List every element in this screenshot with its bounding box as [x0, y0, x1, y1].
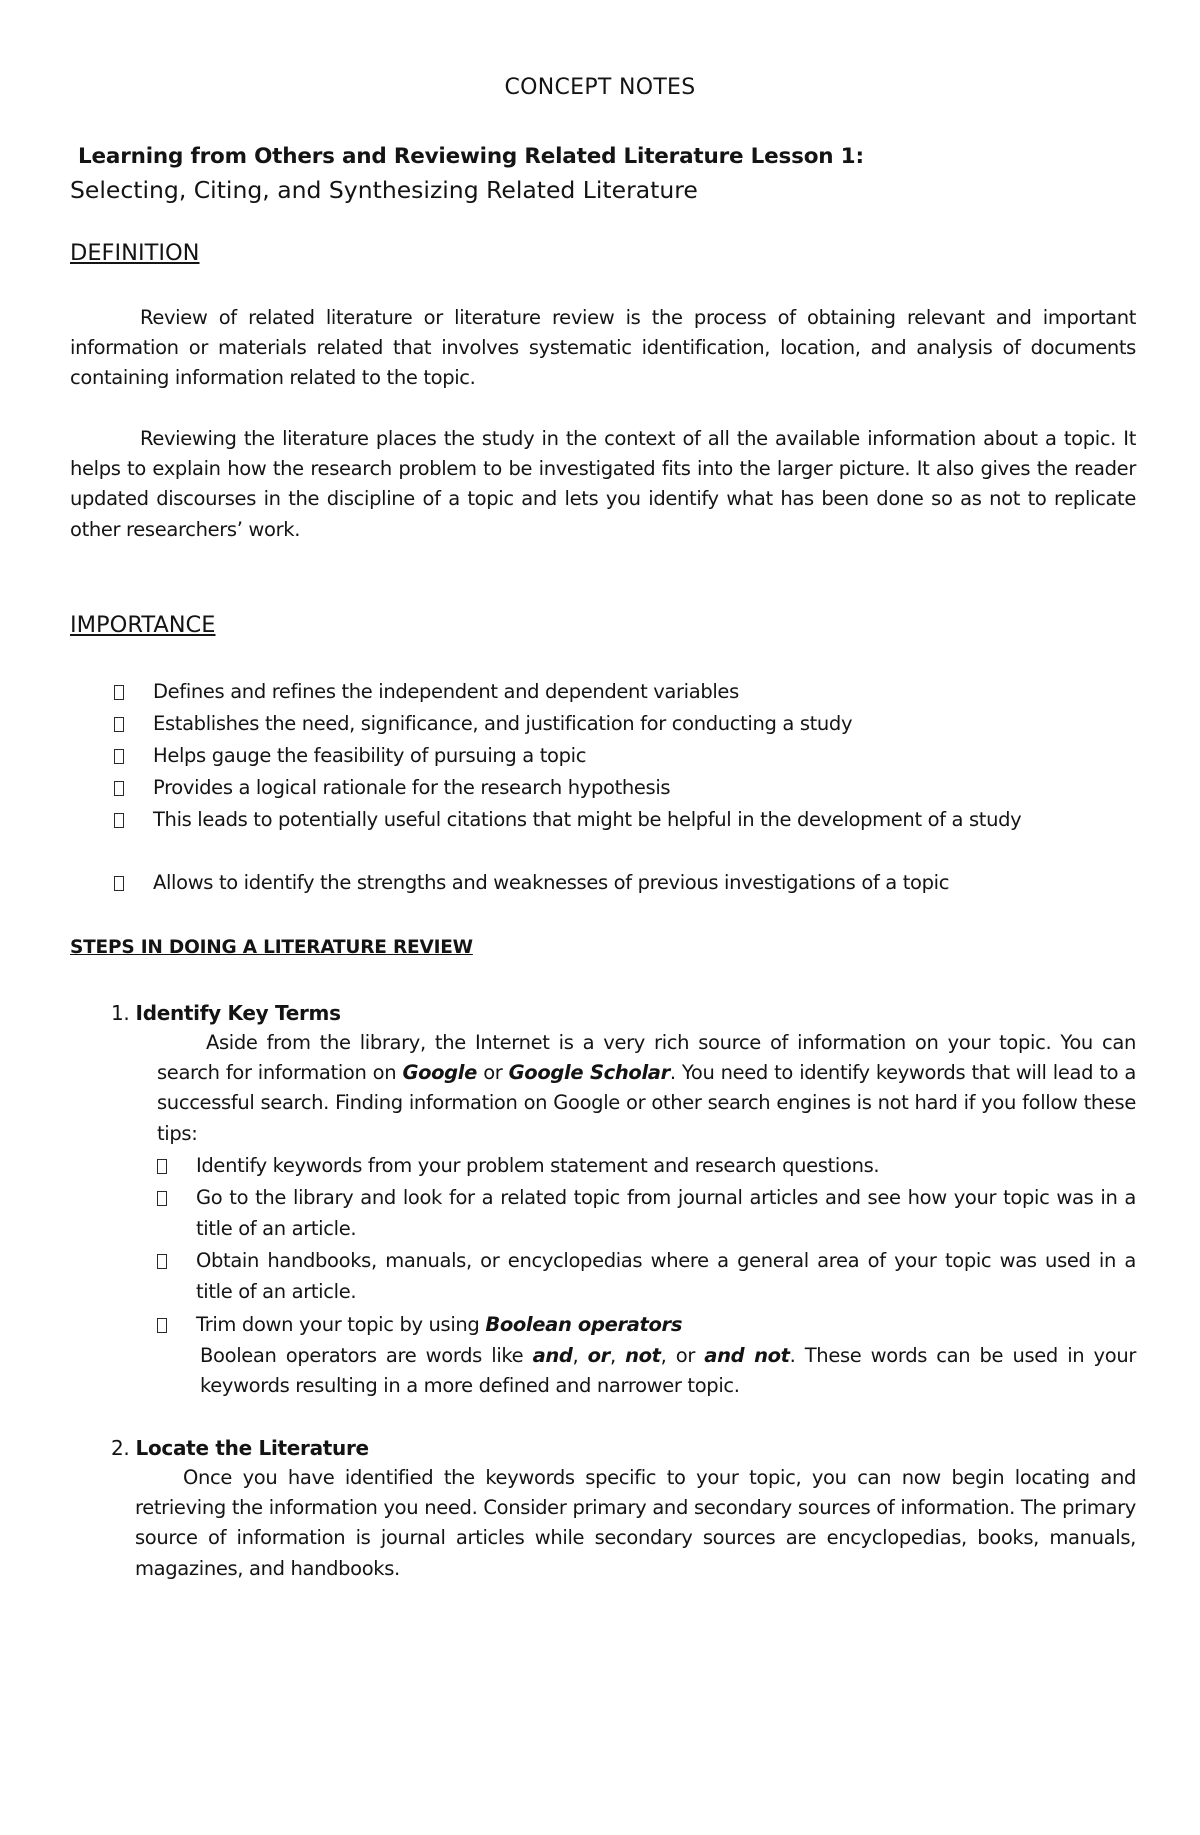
steps-heading: STEPS IN DOING A LITERATURE REVIEW: [70, 937, 473, 958]
definition-paragraph-2: Reviewing the literature places the study in the context of all the available information about a topic. It helps to explain how the research problem to be investigated fits into the larger picture. It also gives the reader updated discourses in the discipline of a topic and lets you identify what has been done so as not to replicate other researchers’ work.: [70, 427, 1136, 541]
list-item: This leads to potentially useful citations that might be helpful in the development of a study: [153, 805, 1136, 836]
step-1-intro: Aside from the library, the Internet is a very rich source of information on your topic. You can search for information on Google or Google Scholar. You need to identify keywords that will lead to a successful search. Finding information on Google or other search engines is not hard if you follow these tips:: [157, 1031, 1136, 1145]
definition-paragraph-1: Review of related literature or literature review is the process of obtaining relevant and important information or materials related that involves systematic identification, location, and analysis of documents containing information related to the topic.: [70, 306, 1136, 390]
bullet-icon: [157, 1254, 167, 1269]
boolean-explanation: Boolean operators are words like and, or, not, or and not. These words can be used in your keywords resulting in a more defined and narrower topic.: [200, 1344, 1137, 1398]
bullet-icon: [114, 749, 124, 764]
list-item: Provides a logical rationale for the research hypothesis: [153, 773, 1143, 804]
list-item: Establishes the need, significance, and justification for conducting a study: [153, 709, 1143, 740]
step-1-heading: [111, 998, 341, 1028]
bullet-icon: [114, 685, 124, 700]
bullet-icon: [157, 1191, 167, 1206]
list-item: Defines and refines the independent and dependent variables: [153, 677, 1143, 708]
list-item: Allows to identify the strengths and weaknesses of previous investigations of a topic: [153, 868, 1143, 899]
step-title: Locate the Literature: [135, 1436, 369, 1460]
bullet-icon: [157, 1159, 167, 1174]
step-title: Identify Key Terms: [135, 1001, 341, 1025]
list-item: Go to the library and look for a related topic from journal articles and see how your topic was in a title of an article.: [196, 1183, 1136, 1244]
definition-heading: DEFINITION: [70, 240, 200, 266]
lesson-subtitle: Selecting, Citing, and Synthesizing Related Literature: [70, 176, 698, 204]
step-2-heading: [111, 1433, 369, 1463]
bullet-icon: [114, 717, 124, 732]
step-number: 2.: [111, 1436, 130, 1460]
bullet-icon: [114, 813, 124, 828]
step-2-text: Once you have identified the keywords specific to your topic, you can now begin locating and retrieving the information you need. Consider primary and secondary sources of information. The primary source of information is journal articles while secondary sources are encyclopedias, books, manuals, magazines, and handbooks.: [135, 1466, 1136, 1580]
list-item: Trim down your topic by using Boolean operators: [196, 1310, 1136, 1341]
list-item: Identify keywords from your problem statement and research questions.: [196, 1151, 1136, 1182]
list-item: Helps gauge the feasibility of pursuing a topic: [153, 741, 1143, 772]
list-item: Obtain handbooks, manuals, or encyclopedias where a general area of your topic was used in a title of an article.: [196, 1246, 1136, 1307]
importance-heading: IMPORTANCE: [70, 612, 216, 638]
bullet-icon: [157, 1318, 167, 1333]
step-number: 1.: [111, 1001, 130, 1025]
document-title: CONCEPT NOTES: [504, 75, 696, 100]
lesson-title: Learning from Others and Reviewing Related Literature Lesson 1:: [78, 144, 864, 169]
bullet-icon: [114, 781, 124, 796]
bullet-icon: [114, 876, 124, 891]
